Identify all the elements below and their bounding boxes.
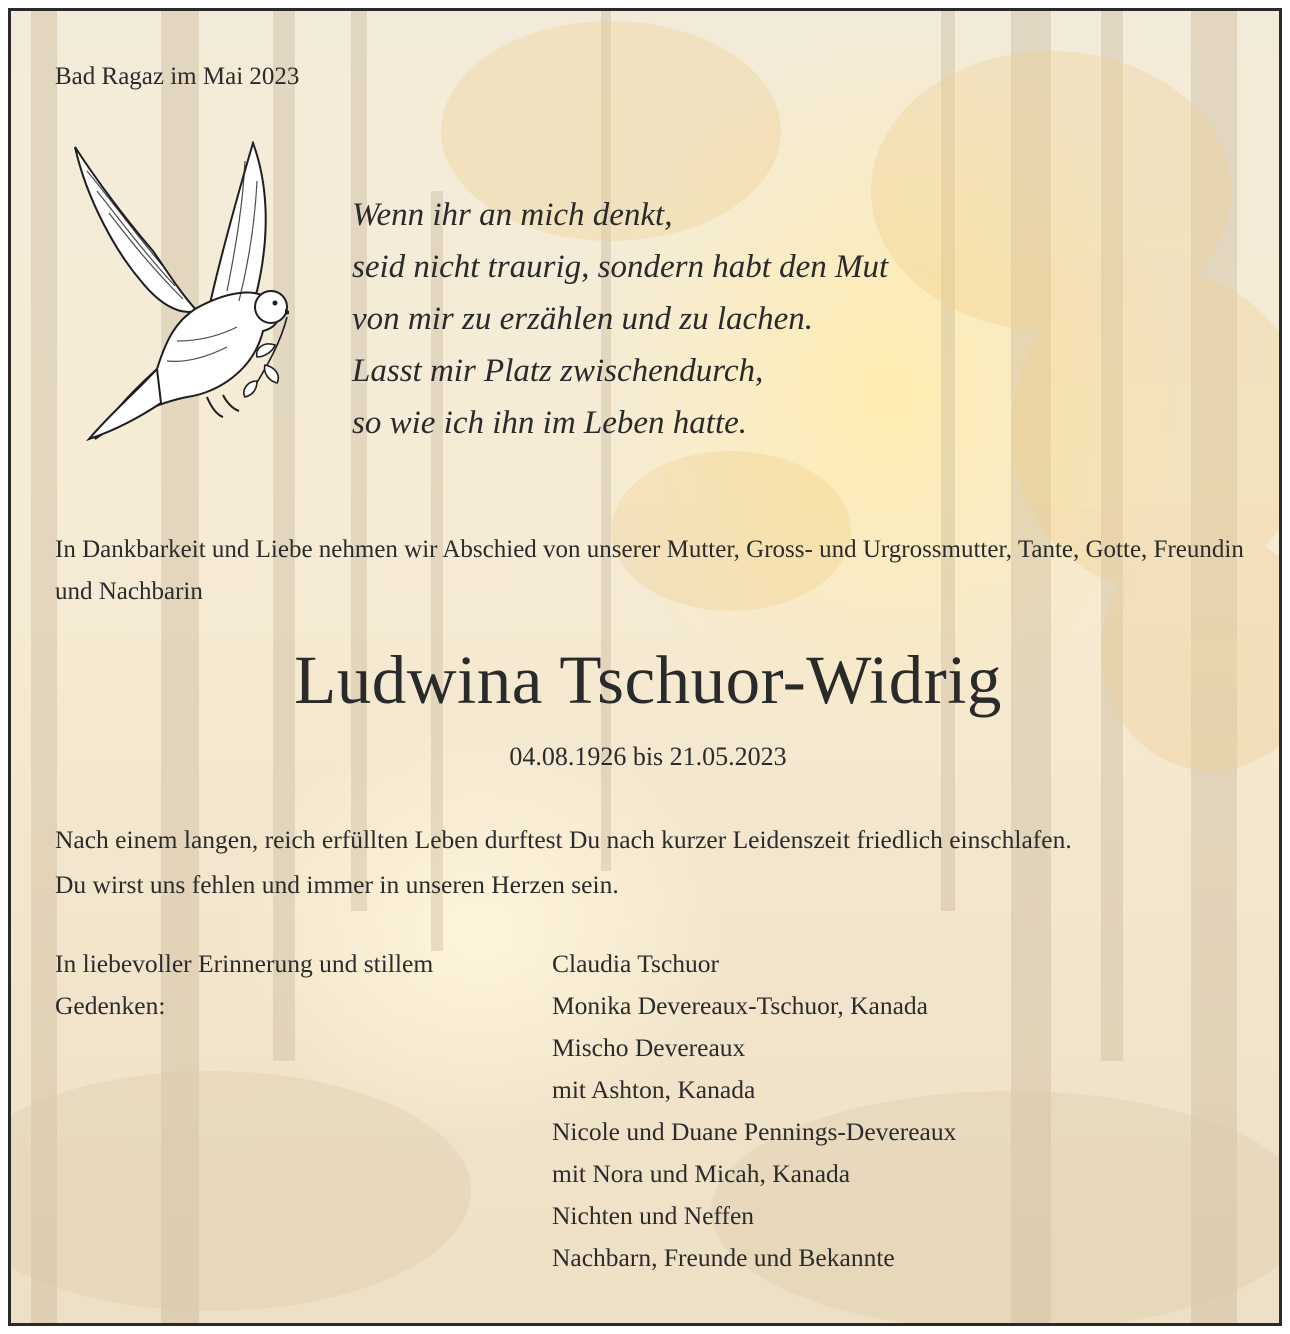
mourner-item: Nachbarn, Freunde und Bekannte [552,1243,895,1272]
mourner-item: Nicole und Duane Pennings-Devereaux [552,1117,957,1146]
mourner-item: Monika Devereaux-Tschuor, Kanada [552,991,929,1020]
mourner-item: Nichten und Neffen [552,1201,755,1230]
mourners-list [552,943,956,1279]
message-line: Du wirst uns fehlen und immer in unseren Herzen sein. [55,870,619,899]
intro-text: In Dankbarkeit und Liebe nehmen wir Abschied von unserer Mutter, Gross- und Urgrossmutter, Tante, Gotte, Freundin und Nachbarin [55,536,1244,605]
deceased-name: Ludwina Tschuor-Widrig [294,642,1002,718]
poem-line: Wenn ihr an mich denkt, [352,197,673,233]
poem-line: seid nicht traurig, sondern habt den Mut [352,249,889,285]
mourner-item: mit Ashton, Kanada [552,1075,756,1104]
mourner-item: Mischo Devereaux [552,1033,746,1062]
farewell-message [55,817,1072,907]
obituary-card [8,8,1282,1326]
message-line: Nach einem langen, reich erfüllten Leben durftest Du nach kurzer Leidenszeit friedlich einschlafen. [55,825,1072,854]
poem-line: so wie ich ihn im Leben hatte. [352,405,748,441]
dove-with-olive-branch-icon [57,141,289,453]
memory-label: In liebevoller Erinnerung und stillem Gedenken: [55,949,434,1020]
mourner-item: mit Nora und Micah, Kanada [552,1159,851,1188]
life-dates: 04.08.1926 bis 21.05.2023 [509,742,787,771]
poem [352,189,888,449]
poem-line: von mir zu erzählen und zu lachen. [352,301,814,337]
poem-line: Lasst mir Platz zwischendurch, [352,353,764,389]
mourner-item: Claudia Tschuor [552,949,720,978]
place-date: Bad Ragaz im Mai 2023 [55,63,300,90]
